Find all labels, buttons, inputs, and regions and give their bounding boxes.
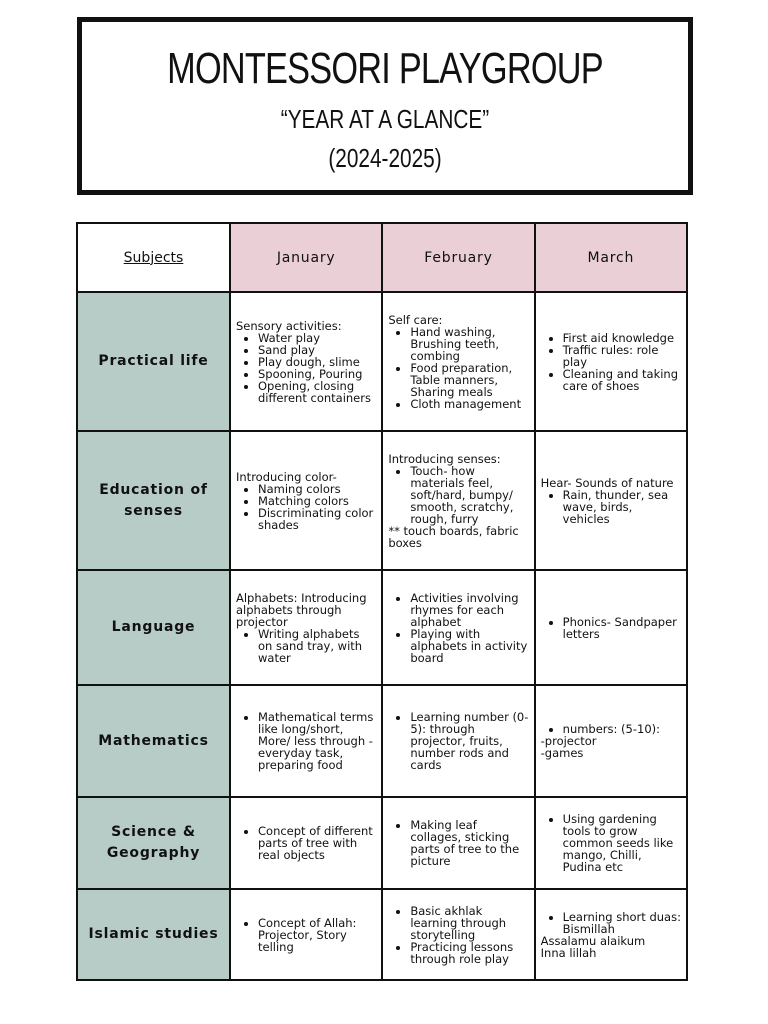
table-row: [77, 889, 687, 980]
plan-cell-march: [535, 889, 687, 980]
school-year: (2024-2025): [328, 143, 442, 173]
activity-item: • Using gardening tools to grow common seeds like mango, Chilli, Pudina etc: [563, 813, 681, 873]
cell-lead-text: Hear- Sounds of nature: [540, 475, 674, 490]
page-subtitle: “YEAR AT A GLANCE”: [280, 104, 490, 134]
cell-tail-text: ** touch boards, fabric boxes: [388, 523, 519, 550]
plan-cell-march: [535, 685, 687, 797]
activity-item: • Water play: [258, 332, 376, 344]
activity-item: • Cleaning and taking care of shoes: [563, 368, 681, 392]
subject-label: Education of senses: [77, 431, 230, 570]
activity-item: • Touch- how materials feel, soft/hard, bumpy/ smooth, scratchy, rough, furry: [410, 465, 528, 525]
subject-label: Mathematics: [77, 685, 230, 797]
cell-lead-text: Alphabets: Introducing alphabets through projector: [236, 590, 367, 629]
plan-cell-march: [535, 570, 687, 685]
plan-cell-march: [535, 797, 687, 889]
cell-tail-text: Assalamu alaikum Inna lillah: [540, 933, 646, 960]
title-box: [77, 17, 693, 195]
activity-item: • Traffic rules: role play: [563, 344, 681, 368]
month-header-march: March: [535, 223, 687, 292]
activity-list: [541, 911, 681, 935]
activity-list: [236, 332, 376, 404]
activity-item: • Matching colors: [258, 495, 376, 507]
activity-item: • Opening, closing different containers: [258, 380, 376, 404]
month-header-february: February: [382, 223, 534, 292]
plan-cell-february: [382, 431, 534, 570]
plan-cell-january: [230, 797, 382, 889]
activity-list: [541, 332, 681, 392]
activity-item: • Learning number (0-5): through projector, fruits, number rods and cards: [410, 711, 528, 771]
plan-cell-january: [230, 570, 382, 685]
activity-list: [541, 616, 681, 640]
activity-item: • Hand washing, Brushing teeth, combing: [410, 326, 528, 362]
plan-cell-february: [382, 797, 534, 889]
subjects-header: Subjects: [77, 223, 230, 292]
activity-list: [541, 813, 681, 873]
activity-list: [388, 465, 528, 525]
activity-item: • Naming colors: [258, 483, 376, 495]
activity-item: • Rain, thunder, sea wave, birds, vehicles: [563, 489, 681, 525]
cell-lead-text: Sensory activities:: [236, 318, 342, 333]
activity-item: • Making leaf collages, sticking parts of tree to the picture: [410, 819, 528, 867]
cell-lead-text: Introducing color-: [236, 469, 337, 484]
activity-list: [236, 917, 376, 953]
activity-item: • Sand play: [258, 344, 376, 356]
activity-list: [236, 483, 376, 531]
activity-item: • First aid knowledge: [563, 332, 681, 344]
activity-list: [388, 592, 528, 664]
activity-list: [388, 905, 528, 965]
activity-item: • Food preparation, Table manners, Sharing meals: [410, 362, 528, 398]
activity-item: • Basic akhlak learning through storytelling: [410, 905, 528, 941]
activity-item: • Mathematical terms like long/short, More/ less through - everyday task, preparing food: [258, 711, 376, 771]
activity-item: • Discriminating color shades: [258, 507, 376, 531]
activity-item: • Concept of different parts of tree with real objects: [258, 825, 376, 861]
activity-item: • Play dough, slime: [258, 356, 376, 368]
cell-lead-text: Self care:: [388, 312, 443, 327]
subject-label: Science & Geography: [77, 797, 230, 889]
month-header-january: January: [230, 223, 382, 292]
plan-cell-march: [535, 431, 687, 570]
activity-item: • Practicing lessons through role play: [410, 941, 528, 965]
activity-list: [236, 825, 376, 861]
activity-item: • Playing with alphabets in activity board: [410, 628, 528, 664]
activity-item: • numbers: (5-10):: [563, 723, 681, 735]
plan-cell-march: [535, 292, 687, 431]
activity-item: • Phonics- Sandpaper letters: [563, 616, 681, 640]
plan-cell-january: [230, 889, 382, 980]
activity-item: • Activities involving rhymes for each alphabet: [410, 592, 528, 628]
table-row: [77, 431, 687, 570]
activity-list: [388, 326, 528, 410]
activity-list: [541, 489, 681, 525]
plan-cell-february: [382, 570, 534, 685]
plan-cell-february: [382, 889, 534, 980]
page-title: MONTESSORI PLAYGROUP: [167, 44, 603, 93]
table-row: [77, 292, 687, 431]
subject-label: Language: [77, 570, 230, 685]
cell-tail-text: -projector -games: [540, 734, 597, 760]
activity-item: • Concept of Allah: Projector, Story telling: [258, 917, 376, 953]
activity-item: • Writing alphabets on sand tray, with water: [258, 628, 376, 664]
activity-item: • Spooning, Pouring: [258, 368, 376, 380]
table-row: [77, 570, 687, 685]
table-row: [77, 797, 687, 889]
activity-list: [236, 711, 376, 771]
cell-lead-text: Introducing senses:: [388, 451, 501, 466]
activity-list: [388, 711, 528, 771]
plan-cell-january: [230, 292, 382, 431]
activity-item: • Learning short duas: Bismillah: [563, 911, 681, 935]
activity-list: [236, 628, 376, 664]
plan-cell-january: [230, 431, 382, 570]
plan-cell-february: [382, 685, 534, 797]
activity-item: • Cloth management: [410, 398, 528, 410]
plan-cell-february: [382, 292, 534, 431]
activity-list: [388, 819, 528, 867]
subject-label: Practical life: [77, 292, 230, 431]
header-row: [77, 223, 687, 292]
year-plan-table: [76, 222, 688, 981]
plan-cell-january: [230, 685, 382, 797]
table-row: [77, 685, 687, 797]
subject-label: Islamic studies: [77, 889, 230, 980]
